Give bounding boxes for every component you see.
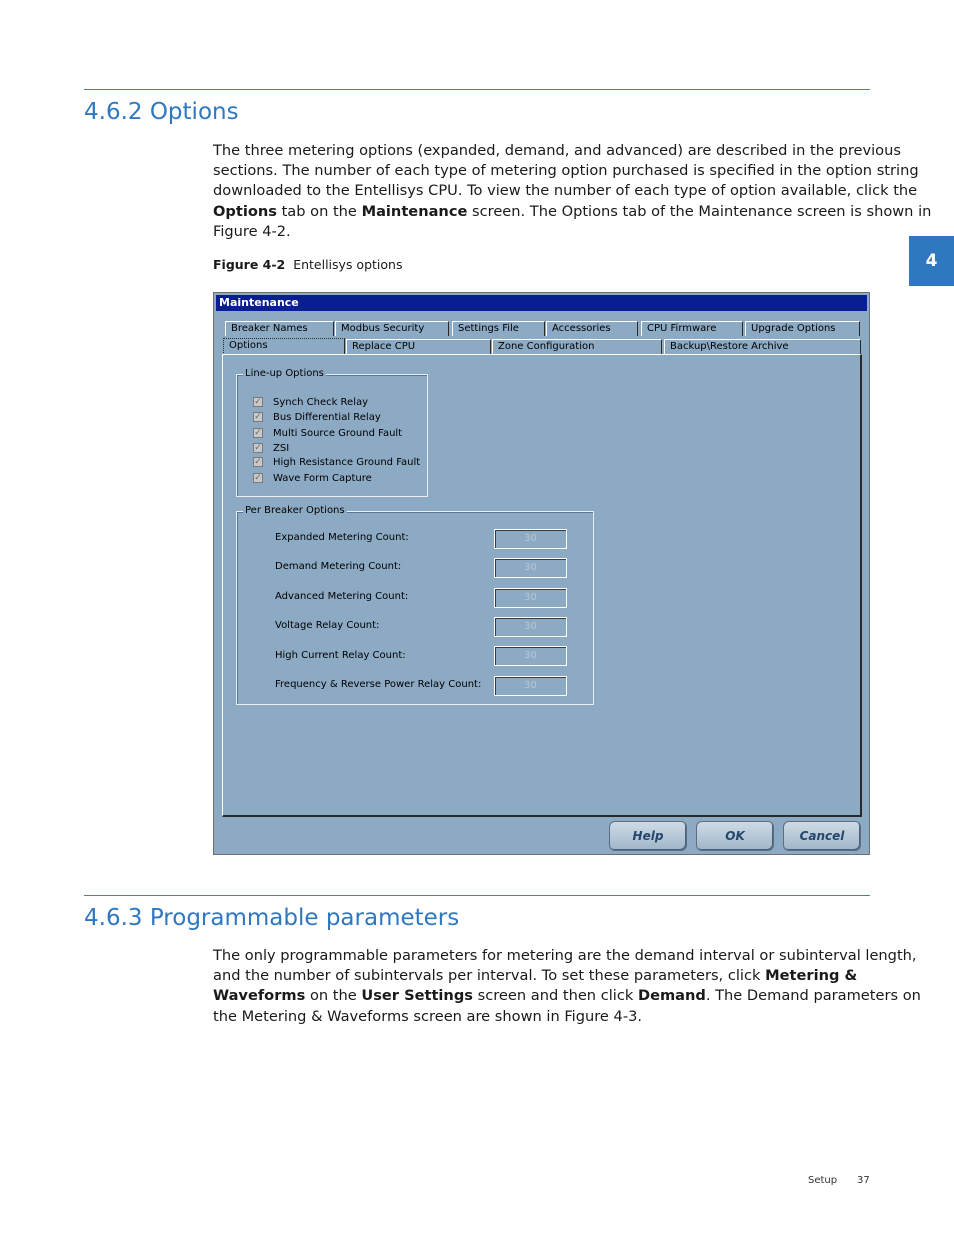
checkbox-synch-check-relay[interactable]: ✓ bbox=[254, 397, 262, 407]
checkbox-high-resistance-ground-fault[interactable]: ✓ bbox=[254, 457, 262, 467]
text-line bbox=[213, 966, 873, 986]
bold-term: Metering & bbox=[765, 967, 858, 985]
checkbox-row bbox=[253, 427, 402, 439]
text-run: sections. The number of each type of metering option purchased is specified in the option string bbox=[213, 162, 919, 180]
checkbox-label: High Resistance Ground Fault bbox=[273, 456, 421, 468]
checkbox-bus-differential-relay[interactable]: ✓ bbox=[254, 412, 262, 422]
expanded-metering-count-field[interactable]: 30 bbox=[494, 529, 567, 549]
programmable-parameters-paragraph bbox=[213, 946, 921, 1027]
checkbox-wave-form-capture[interactable]: ✓ bbox=[254, 473, 262, 483]
expanded-metering-label: Expanded Metering Count: bbox=[275, 532, 409, 543]
text-run: and the number of subintervals per interval. To set these parameters, click bbox=[213, 967, 766, 985]
text-run: screen. The Options tab of the Maintenance screen is shown in bbox=[467, 202, 932, 220]
checkbox-label: Wave Form Capture bbox=[273, 472, 372, 484]
checkbox-multi-source-ground-fault[interactable]: ✓ bbox=[254, 428, 262, 438]
text-line bbox=[213, 946, 917, 966]
bold-term: Demand bbox=[637, 987, 706, 1005]
text-run: tab on the bbox=[276, 202, 362, 220]
tab-breaker-names[interactable]: Breaker Names bbox=[225, 321, 334, 336]
advanced-metering-count-field[interactable]: 30 bbox=[494, 588, 567, 608]
text-line bbox=[213, 1007, 873, 1027]
high-current-relay-label: High Current Relay Count: bbox=[275, 650, 406, 661]
text-run: Figure 4-2. bbox=[213, 222, 291, 240]
advanced-metering-label: Advanced Metering Count: bbox=[275, 591, 409, 602]
figure-caption-text: Entellisys options bbox=[293, 257, 403, 272]
cancel-button[interactable]: Cancel bbox=[783, 821, 861, 851]
checkbox-row bbox=[253, 396, 368, 408]
tab-cpu-firmware[interactable]: CPU Firmware bbox=[641, 321, 743, 336]
section-rule-top bbox=[84, 89, 870, 90]
bold-term: Waveforms bbox=[213, 987, 306, 1005]
section-heading-options: 4.6.2 Options bbox=[84, 99, 239, 125]
frequency-reverse-power-relay-count-field[interactable]: 30 bbox=[494, 676, 567, 696]
tab-options[interactable]: Options bbox=[223, 338, 345, 355]
text-line bbox=[213, 986, 921, 1006]
text-run: the Metering & Waveforms screen are shown in Figure 4-3. bbox=[213, 1007, 643, 1025]
demand-metering-count-field[interactable]: 30 bbox=[494, 558, 567, 578]
text-run: downloaded to the Entellisys CPU. To view the number of each type of option available, click the bbox=[213, 182, 918, 200]
bold-term: Maintenance bbox=[361, 202, 468, 220]
voltage-relay-label: Voltage Relay Count: bbox=[275, 620, 380, 631]
checkbox-row bbox=[253, 472, 372, 484]
checkbox-row bbox=[253, 442, 289, 454]
text-line bbox=[213, 222, 873, 242]
text-run: . The Demand parameters on bbox=[705, 987, 921, 1005]
checkbox-label: Multi Source Ground Fault bbox=[273, 427, 403, 439]
checkbox-label: ZSI bbox=[273, 442, 290, 454]
text-line bbox=[213, 181, 918, 201]
text-line bbox=[213, 161, 919, 181]
text-line bbox=[213, 141, 901, 161]
tab-zone-configuration[interactable]: Zone Configuration bbox=[492, 339, 662, 354]
checkbox-row bbox=[253, 411, 381, 423]
text-run: screen and then click bbox=[472, 987, 638, 1005]
per-breaker-options-legend: Per Breaker Options bbox=[245, 505, 345, 516]
section-heading-programmable-parameters: 4.6.3 Programmable parameters bbox=[84, 905, 460, 931]
lineup-options-legend: Line-up Options bbox=[245, 368, 324, 379]
chapter-tab: 4 bbox=[909, 236, 954, 286]
figure-label: Figure 4-2 bbox=[213, 257, 286, 272]
frequency-reverse-power-relay-label: Frequency & Reverse Power Relay Count: bbox=[275, 679, 482, 690]
voltage-relay-count-field[interactable]: 30 bbox=[494, 617, 567, 637]
figure-caption bbox=[213, 257, 402, 272]
tab-settings-file[interactable]: Settings File bbox=[452, 321, 545, 336]
high-current-relay-count-field[interactable]: 30 bbox=[494, 646, 567, 666]
tab-upgrade-options[interactable]: Upgrade Options bbox=[745, 321, 860, 336]
bold-term: User Settings bbox=[361, 987, 473, 1005]
bold-term: Options bbox=[213, 202, 277, 220]
tab-accessories[interactable]: Accessories bbox=[546, 321, 638, 336]
options-paragraph bbox=[213, 141, 932, 242]
text-run: The three metering options (expanded, demand, and advanced) are described in the previous bbox=[213, 142, 901, 159]
tab-replace-cpu[interactable]: Replace CPU bbox=[346, 339, 491, 354]
tab-modbus-security[interactable]: Modbus Security bbox=[335, 321, 449, 336]
dialog-titlebar: Maintenance bbox=[216, 295, 867, 311]
help-button[interactable]: Help bbox=[609, 821, 687, 851]
checkbox-label: Bus Differential Relay bbox=[273, 411, 381, 423]
demand-metering-label: Demand Metering Count: bbox=[275, 561, 402, 572]
checkbox-row bbox=[253, 456, 420, 468]
per-breaker-options-group bbox=[236, 505, 594, 705]
text-run: The only programmable parameters for metering are the demand interval or subinterval length, bbox=[213, 947, 917, 964]
footer-page-number: 37 bbox=[857, 1175, 870, 1186]
lineup-options-group bbox=[236, 368, 428, 497]
footer-section: Setup bbox=[808, 1175, 838, 1186]
ok-button[interactable]: OK bbox=[696, 821, 774, 851]
text-run: on the bbox=[305, 987, 362, 1005]
checkbox-zsi[interactable]: ✓ bbox=[254, 443, 262, 453]
tab-backup-restore-archive[interactable]: Backup\Restore Archive bbox=[664, 339, 861, 354]
text-line bbox=[213, 202, 932, 222]
section-rule-bottom bbox=[84, 895, 870, 896]
checkbox-label: Synch Check Relay bbox=[273, 396, 369, 408]
